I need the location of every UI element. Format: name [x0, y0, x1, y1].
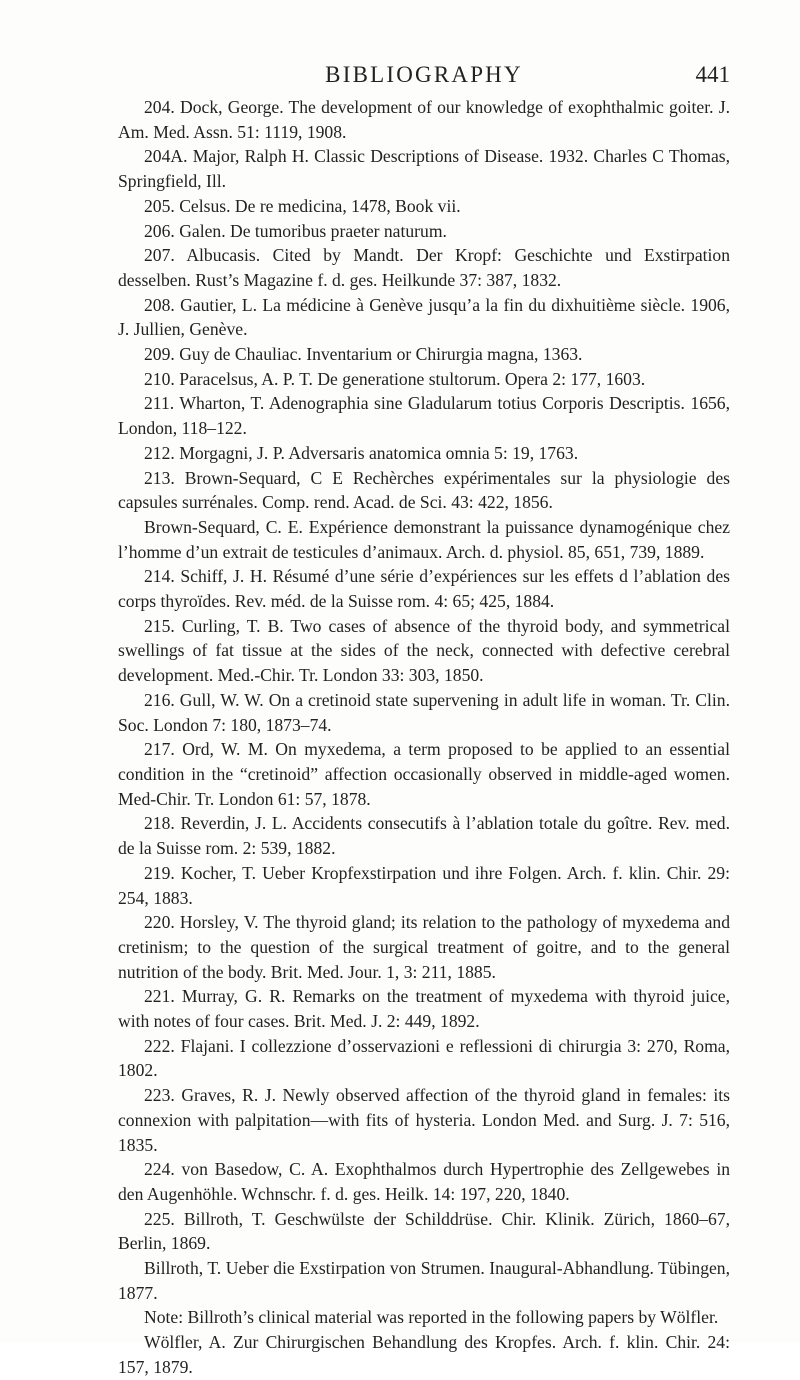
running-head: [118, 62, 730, 92]
bibliography-entry: 220. Horsley, V. The thyroid gland; its relation to the pathology of myxedema and cretinism; to the question of the surgical treatment of goitre, and to the general nutrition of the body. Brit. Med. Jour. 1, 3: 211, 1885.: [118, 912, 730, 982]
page-title: BIBLIOGRAPHY: [325, 62, 523, 87]
bibliography-entry: 215. Curling, T. B. Two cases of absence of the thyroid body, and symmetrical swellings of fat tissue at the sides of the neck, connected with defective cerebral development. Med.-Chir. Tr. London 33: 303, 1850.: [118, 615, 730, 686]
bibliography-entry: 211. Wharton, T. Adenographia sine Gladularum totius Corporis Descriptis. 1656, London, 118–122.: [118, 393, 730, 439]
bibliography-entry: 225. Billroth, T. Geschwülste der Schilddrüse. Chir. Klinik. Zürich, 1860–67, Berlin, 1869.: [118, 1208, 730, 1254]
bibliography-entry: 204. Dock, George. The development of our knowledge of exophthalmic goiter. J. Am. Med. Assn. 51: 1119, 1908.: [118, 97, 730, 142]
bibliography-entry: 206. Galen. De tumoribus praeter naturum.: [144, 220, 447, 241]
bibliography-entry: Brown-Sequard, C. E. Expérience demonstrant la puissance dynamogénique chez l’homme d’un extrait de testicules d’animaux. Arch. d. physiol. 85, 651, 739, 1889.: [118, 516, 730, 562]
bibliography-entry: 209. Guy de Chauliac. Inventarium or Chirurgia magna, 1363.: [144, 344, 583, 365]
bibliography-entry: 213. Brown-Sequard, C E Rechèrches expérimentales sur la physiologie des capsules surrénales. Comp. rend. Acad. de Sci. 43: 422, 1856.: [118, 467, 730, 513]
bibliography-entry: 223. Graves, R. J. Newly observed affection of the thyroid gland in females: its connexion with palpitation—with fits of hysteria. London Med. and Surg. J. 7: 516, 1835.: [118, 1085, 730, 1155]
bibliography-entry: 218. Reverdin, J. L. Accidents consecutifs à l’ablation totale du goître. Rev. med. de la Suisse rom. 2: 539, 1882.: [118, 813, 730, 859]
bibliography-entry: 212. Morgagni, J. P. Adversaris anatomica omnia 5: 19, 1763.: [144, 442, 579, 463]
bibliography-list: [118, 95, 730, 1380]
bibliography-entry: Billroth, T. Ueber die Exstirpation von Strumen. Inaugural-Abhandlung. Tübingen, 1877.: [118, 1258, 730, 1303]
bibliography-entry: 216. Gull, W. W. On a cretinoid state supervening in adult life in woman. Tr. Clin. Soc. London 7: 180, 1873–74.: [118, 689, 730, 735]
bibliography-entry: 208. Gautier, L. La médicine à Genève jusqu’a la fin du dixhuitième siècle. 1906, J. Jullien, Genève.: [118, 294, 730, 340]
bibliography-entry: 221. Murray, G. R. Remarks on the treatment of myxedema with thyroid juice, with notes of four cases. Brit. Med. J. 2: 449, 1892.: [118, 986, 730, 1032]
bibliography-entry: Wölfler, A. Zur Chirurgischen Behandlung des Kropfes. Arch. f. klin. Chir. 24: 157, 1879.: [118, 1332, 730, 1377]
bibliography-entry: 210. Paracelsus, A. P. T. De generatione stultorum. Opera 2: 177, 1603.: [144, 368, 646, 389]
bibliography-entry: 222. Flajani. I collezzione d’osservazioni e reflessioni di chirurgia 3: 270, Roma, 1802.: [118, 1035, 730, 1081]
bibliography-entry: 217. Ord, W. M. On myxedema, a term proposed to be applied to an essential condition in the “cretinoid” affection occasionally observed in middle-aged women. Med-Chir. Tr. London 61: 57, 1878.: [118, 739, 730, 809]
bibliography-entry: 219. Kocher, T. Ueber Kropfexstirpation und ihre Folgen. Arch. f. klin. Chir. 29: 254, 1883.: [118, 862, 730, 908]
bibliography-entry: Note: Billroth’s clinical material was reported in the following papers by Wölfler.: [144, 1307, 719, 1328]
bibliography-entry: 205. Celsus. De re medicina, 1478, Book vii.: [144, 195, 461, 216]
bibliography-entry: 214. Schiff, J. H. Résumé d’une série d’expériences sur les effets d l’ablation des corps thyroïdes. Rev. méd. de la Suisse rom. 4: 65; 425, 1884.: [118, 566, 730, 612]
bibliography-entry: 204A. Major, Ralph H. Classic Descriptions of Disease. 1932. Charles C Thomas, Springfield, Ill.: [118, 146, 730, 192]
page-number: 441: [695, 62, 730, 87]
bibliography-entry: 224. von Basedow, C. A. Exophthalmos durch Hypertrophie des Zellgewebes in den Augenhöhle. Wchnschr. f. d. ges. Heilk. 14: 197, 220, 1840.: [118, 1159, 730, 1204]
bibliography-entry: 207. Albucasis. Cited by Mandt. Der Kropf: Geschichte und Exstirpation desselben. Rust’s Magazine f. d. ges. Heilkunde 37: 387, 1832.: [118, 245, 730, 290]
